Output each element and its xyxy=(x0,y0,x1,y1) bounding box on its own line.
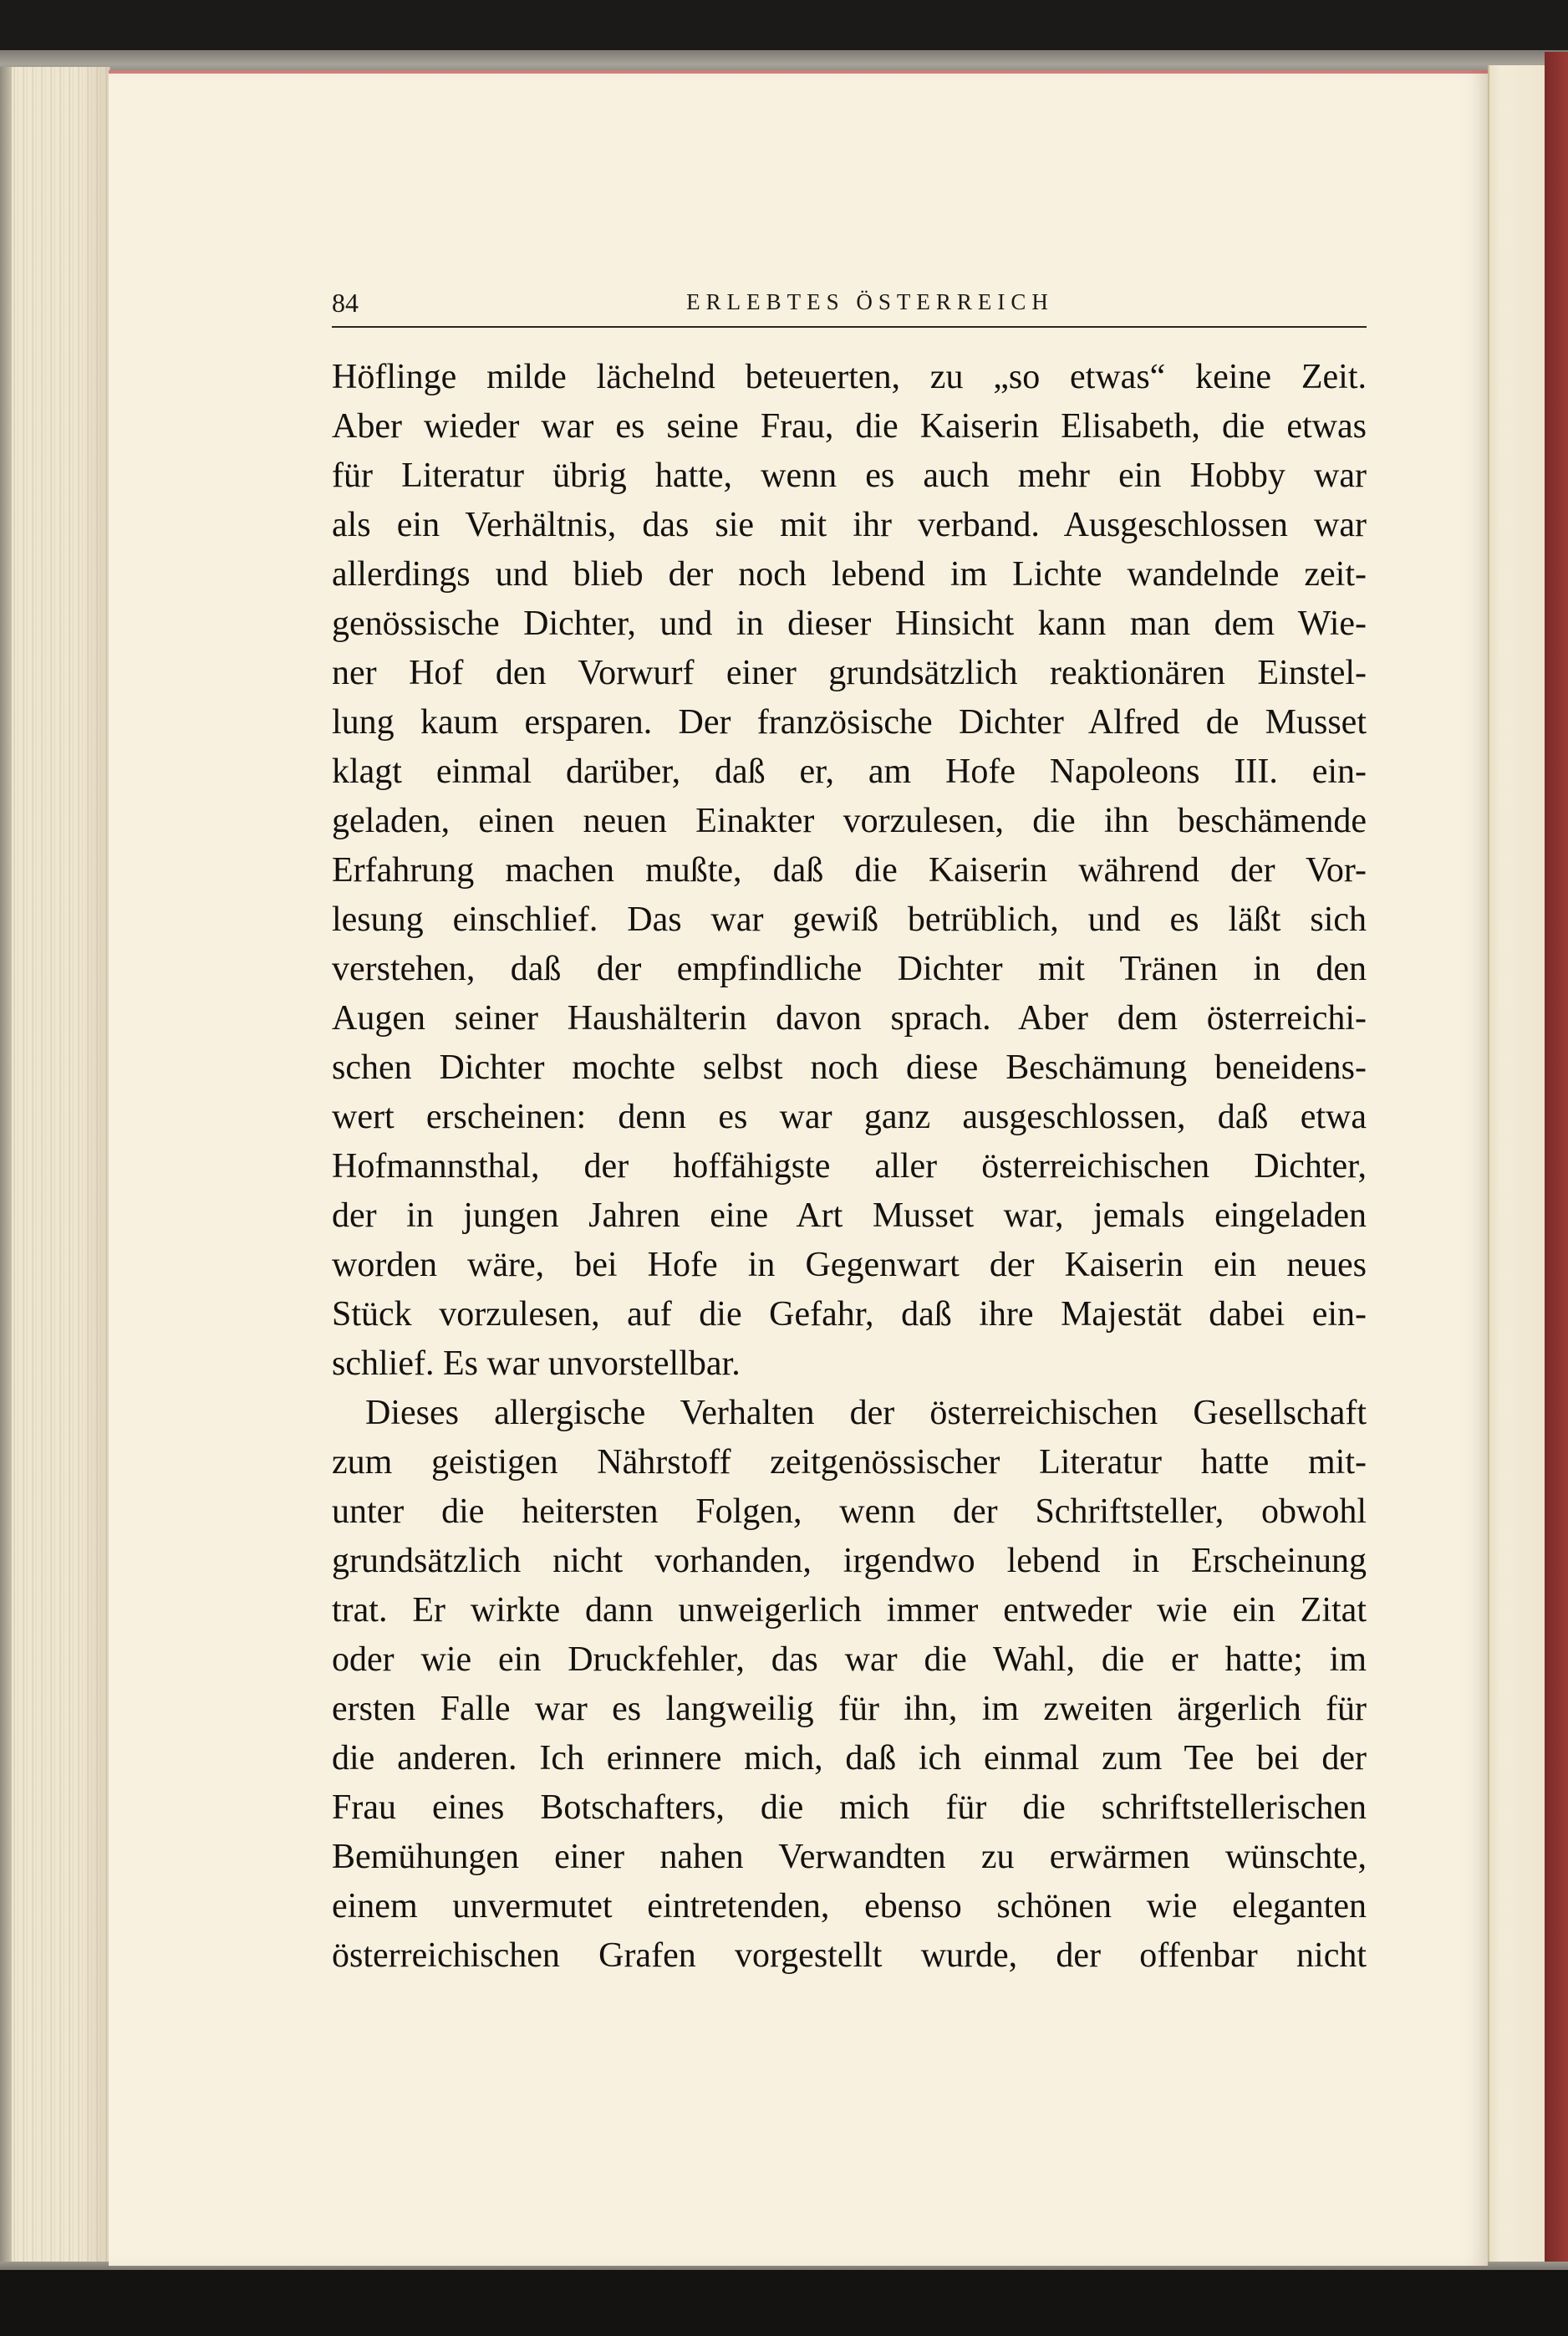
body-text xyxy=(332,353,1367,1981)
paragraph xyxy=(332,353,1367,1389)
text-line: Erfahrung machen mußte, daß die Kaiserin während der Vor- xyxy=(332,851,1367,890)
text-line: lesung einschlief. Das war gewiß betrüblich, und es läßt sich xyxy=(332,900,1367,939)
running-head xyxy=(332,278,1367,328)
text-line: Augen seiner Haushälterin davon sprach. Aber dem österreichi- xyxy=(332,999,1367,1038)
scan-top-background xyxy=(0,0,1568,52)
book-cover-right-edge xyxy=(1545,52,1568,2276)
scan-bottom-background xyxy=(0,2270,1568,2336)
text-line: geladen, einen neuen Einakter vorzulesen, die ihn beschämende xyxy=(332,802,1367,840)
text-line: die anderen. Ich erinnere mich, daß ich einmal zum Tee bei der xyxy=(332,1739,1367,1778)
text-line: Bemühungen einer nahen Verwandten zu erwärmen wünschte, xyxy=(332,1838,1367,1876)
text-line: wert erscheinen: denn es war ganz ausgeschlossen, daß etwa xyxy=(332,1098,1367,1136)
text-line: oder wie ein Druckfehler, das war die Wahl, die er hatte; im xyxy=(332,1640,1367,1679)
text-line: für Literatur übrig hatte, wenn es auch mehr ein Hobby war xyxy=(332,456,1367,495)
text-line: Frau eines Botschafters, die mich für die schriftstellerischen xyxy=(332,1788,1367,1827)
text-line: zum geistigen Nährstoff zeitgenössischer Literatur hatte mit- xyxy=(332,1443,1367,1482)
page-stack-left xyxy=(0,67,110,2266)
text-line: verstehen, daß der empfindliche Dichter mit Tränen in den xyxy=(332,950,1367,988)
text-line: österreichischen Grafen vorgestellt wurde, der offenbar nicht xyxy=(332,1936,1367,1975)
page-number: 84 xyxy=(332,288,359,318)
text-line: allerdings und blieb der noch lebend im Lichte wandelnde zeit- xyxy=(332,555,1367,594)
text-line: Höflinge milde lächelnd beteuerten, zu „so etwas“ keine Zeit. xyxy=(332,358,1367,396)
text-line: Hofmannsthal, der hoffähigste aller österreichischen Dichter, xyxy=(332,1147,1367,1186)
text-line: trat. Er wirkte dann unweigerlich immer entweder wie ein Zitat xyxy=(332,1591,1367,1630)
text-line: als ein Verhältnis, das sie mit ihr verband. Ausgeschlossen war xyxy=(332,506,1367,544)
running-head-title: ERLEBTES ÖSTERREICH xyxy=(686,289,1054,314)
text-line: grundsätzlich nicht vorhanden, irgendwo lebend in Erscheinung xyxy=(332,1542,1367,1580)
text-line: ner Hof den Vorwurf einer grundsätzlich reaktionären Einstel- xyxy=(332,654,1367,692)
text-line: ersten Falle war es langweilig für ihn, im zweiten ärgerlich für xyxy=(332,1690,1367,1728)
text-line: Stück vorzulesen, auf die Gefahr, daß ihre Majestät dabei ein- xyxy=(332,1295,1367,1334)
text-line: Dieses allergische Verhalten der österreichischen Gesellschaft xyxy=(365,1394,1367,1432)
paragraph xyxy=(332,1389,1367,1981)
text-line: klagt einmal darüber, daß er, am Hofe Napoleons III. ein- xyxy=(332,752,1367,791)
text-line: worden wäre, bei Hofe in Gegenwart der Kaiserin ein neues xyxy=(332,1246,1367,1284)
text-line: schen Dichter mochte selbst noch diese Beschämung beneidens- xyxy=(332,1048,1367,1087)
text-line: genössische Dichter, und in dieser Hinsicht kann man dem Wie- xyxy=(332,604,1367,643)
text-line: schlief. Es war unvorstellbar. xyxy=(332,1344,741,1383)
text-line: lung kaum ersparen. Der französische Dichter Alfred de Musset xyxy=(332,703,1367,742)
text-line: einem unvermutet eintretenden, ebenso schönen wie eleganten xyxy=(332,1887,1367,1925)
text-line: unter die heitersten Folgen, wenn der Schriftsteller, obwohl xyxy=(332,1492,1367,1531)
text-line: der in jungen Jahren eine Art Musset war, jemals eingeladen xyxy=(332,1196,1367,1235)
page-content xyxy=(332,278,1367,1981)
text-line: Aber wieder war es seine Frau, die Kaiserin Elisabeth, die etwas xyxy=(332,407,1367,446)
